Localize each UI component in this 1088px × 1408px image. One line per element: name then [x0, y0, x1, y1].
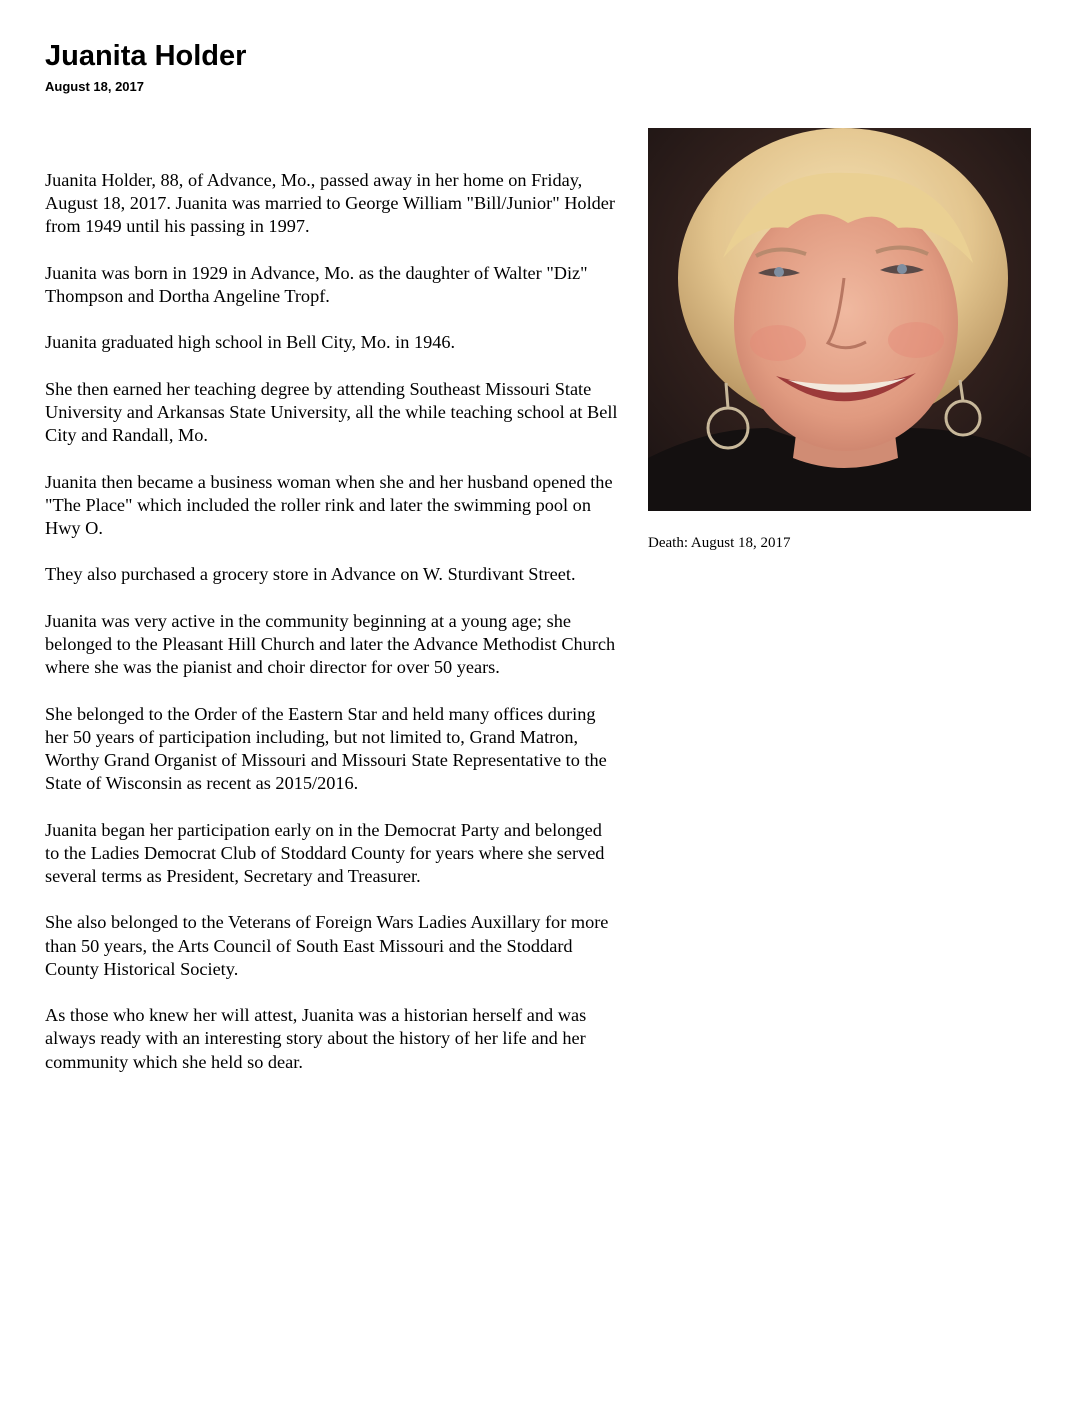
obituary-paragraph: She belonged to the Order of the Eastern Star and held many offices during her 50 years of participation including, but not limited to, Grand Matron, Worthy Grand Organist of Missouri and Missouri State Representative to the State of Wisconsin as recent as 2015/2016. — [45, 703, 607, 794]
page-title: Juanita Holder — [45, 40, 247, 72]
left-iris — [774, 267, 784, 277]
left-earring-hook — [726, 383, 728, 408]
obituary-paragraph: Juanita began her participation early on in the Democrat Party and belonged to the Ladies Democrat Club of Stoddard County for years where she served several terms as President, Secretary and Treasurer. — [45, 819, 605, 886]
obituary-paragraph: They also purchased a grocery store in Advance on W. Sturdivant Street. — [45, 564, 576, 585]
obituary-paragraph: Juanita was very active in the community beginning at a young age; she belonged to the Pleasant Hill Church and later the Advance Methodist Church where she was the pianist and choir director for over 50 years. — [45, 610, 616, 678]
obituary-paragraph: As those who knew her will attest, Juanita was a historian herself and was always ready with an interesting story about the history of her life and her community which she held so dear. — [45, 1005, 587, 1072]
photo-caption: Death: August 18, 2017 — [648, 535, 791, 551]
obituary-paragraph: Juanita was born in 1929 in Advance, Mo. as the daughter of Walter "Diz" Thompson and Dortha Angeline Tropf. — [45, 262, 588, 306]
portrait-photo — [648, 128, 1031, 511]
obituary-paragraph: She then earned her teaching degree by attending Southeast Missouri State University and Arkansas State University, all the while teaching school at Bell City and Randall, Mo. — [45, 378, 618, 446]
left-cheek — [750, 325, 806, 361]
right-iris — [897, 264, 907, 274]
obituary-paragraph: Juanita then became a business woman when she and her husband opened the "The Place" which included the roller rink and later the swimming pool on Hwy O. — [45, 471, 613, 538]
obituary-body — [45, 169, 620, 1097]
right-cheek — [888, 322, 944, 358]
portrait-illustration — [648, 128, 1031, 511]
publish-date: August 18, 2017 — [45, 79, 144, 94]
obituary-paragraph: Juanita Holder, 88, of Advance, Mo., passed away in her home on Friday, August 18, 2017. Juanita was married to George William "Bill/Junior" Holder from 1949 until his passing in 1997. — [45, 170, 615, 237]
obituary-paragraph: Juanita graduated high school in Bell City, Mo. in 1946. — [45, 332, 456, 353]
obituary-paragraph: She also belonged to the Veterans of Foreign Wars Ladies Auxillary for more than 50 years, the Arts Council of South East Missouri and the Stoddard County Historical Society. — [45, 912, 609, 979]
